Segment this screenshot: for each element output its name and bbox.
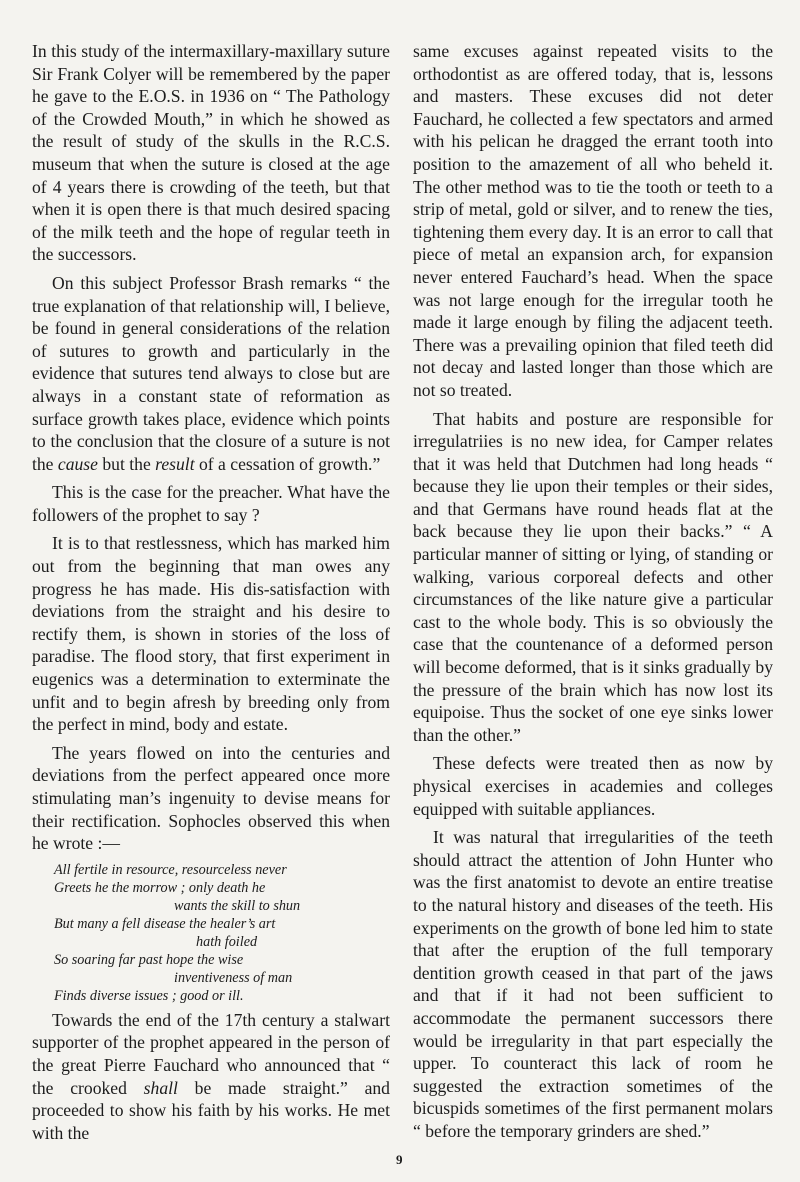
paragraph-text: be made straight.” and proceeded to show his faith by his works. He met with the — [32, 1077, 390, 1143]
paragraph-text: same excuses against repeated visits to the orthodontist as are offered today, that is, lessons and masters. These excuses did not deter Fauchard, he collected a few spectators and armed with his pelican he dragged the errant tooth into position to the amazement of all who beheld it. The other method was to tie the tooth or teeth to a strip of metal, gold or silver, and to renew the ties, tightening them every day. It is an error to call that piece of metal an expansion arch, for expansion never entered Fauchard’s head. When the space was not large enough for the irregular tooth he made it large enough by filing the adjacent teeth. There was a prevailing opinion that filed teeth did not decay and lasted longer than those which are not so treated. — [413, 41, 773, 400]
poem-line: hath foiled — [196, 933, 258, 950]
paragraph-text: In this study of the intermaxillary-maxillary suture Sir Frank Colyer will be remembered by the paper he gave to the E.O.S. in 1936 on “ The Pathology of the Crowded Mouth,” in which he showed as the result of study of the skulls in the R.C.S. museum that when the suture is closed at the age of 4 years there is crowding of the teeth, but that when it is open there is that much desired spacing of the milk teeth and the hope of regular teeth in the successors. — [32, 41, 390, 265]
paragraph — [32, 742, 390, 855]
paragraph — [32, 272, 390, 475]
paragraph-text: This is the case for the preacher. What have the followers of the prophet to say ? — [32, 482, 390, 525]
paragraph-text: On this subject Professor Brash remarks “ the true explanation of that relationship will, I believe, be found in general considerations of the relation of sutures to growth and particularly in the evidence that sutures tend always to close but are always in a constant state of reformation as surface growth takes place, evidence which points to the conclusion that the closure of a suture is not the — [32, 272, 390, 474]
paragraph-text: That habits and posture are responsible for irregulatriies is no new idea, for Camper relates that it was held that Dutchmen had long heads “ because they lie upon their temples or their sides, and that Germans have round heads flat at the back because they lie upon their backs.” “ A particular manner of sitting or lying, of standing or walking, various corporeal defects and other circumstances of the like nature give a particular cast to the whole body. This is so obviously the case that the countenance of a deformed person will become deformed, that is it sinks gradually by the pressure of the brain which has now lost its equipoise. Thus the socket of one eye sinks lower than the other.” — [413, 408, 773, 745]
poem-line: Finds diverse issues ; good or ill. — [54, 987, 244, 1004]
poem-quote — [54, 861, 390, 1005]
poem-line: wants the skill to shun — [174, 897, 301, 914]
paragraph — [32, 1009, 390, 1145]
left-column — [32, 40, 390, 1150]
poem-line: So soaring far past hope the wise — [54, 951, 244, 968]
paragraph-text: but the — [102, 453, 151, 474]
paragraph-text: Towards the end of the 17th century a stalwart supporter of the prophet appeared in the person of the great Pierre Fauchard who announced that “ the crooked — [32, 1009, 390, 1098]
paragraph — [32, 481, 390, 526]
emphasis: cause — [57, 453, 98, 474]
paragraph-text: The years flowed on into the centuries and deviations from the perfect appeared once more stimulating man’s ingenuity to devise means for their rectification. Sophocles observed this when he wrote :— — [32, 742, 390, 854]
page-number: 9 — [396, 1152, 403, 1167]
paragraph-text: It is to that restlessness, which has marked him out from the beginning that man owes any progress he has made. His dis-satisfaction with deviations from the straight and his desire to rectify them, is shown in stories of the loss of paradise. The flood story, that first experiment in eugenics was a determination to exterminate the unfit and to begin afresh by breeding only from the perfect in mind, body and estate. — [32, 533, 390, 735]
paragraph — [413, 826, 773, 1142]
poem-line: Greets he the morrow ; only death he — [54, 879, 266, 896]
paragraph — [32, 40, 390, 266]
emphasis: result — [155, 453, 195, 474]
paragraph — [413, 408, 773, 747]
poem-line: inventiveness of man — [174, 969, 293, 986]
paragraph-text: of a cessation of growth.” — [199, 453, 381, 474]
paragraph — [413, 752, 773, 820]
emphasis: shall — [143, 1077, 178, 1098]
paragraph — [413, 40, 773, 402]
paragraph-text: It was natural that irregularities of the teeth should attract the attention of John Hunter who was the first anatomist to devote an entire treatise to the natural history and diseases of the teeth. His experiments on the growth of bone led him to state that after the eruption of the full temporary dentition growth ceased in that part of the jaws and that if it had not been sufficient to accommodate the permanent successors there would be irregularity in that part especially the upper. To counteract this lack of room he suggested the extraction sometimes of the bicuspids sometimes of the first permanent molars “ before the temporary grinders are shed.” — [413, 827, 773, 1141]
paragraph — [32, 532, 390, 735]
poem-line: All fertile in resource, resourceless never — [54, 861, 287, 878]
right-column — [413, 40, 773, 1149]
poem-line: But many a fell disease the healer’s art — [54, 915, 276, 932]
paragraph-text: These defects were treated then as now by physical exercises in academies and colleges equipped with suitable appliances. — [413, 753, 773, 819]
